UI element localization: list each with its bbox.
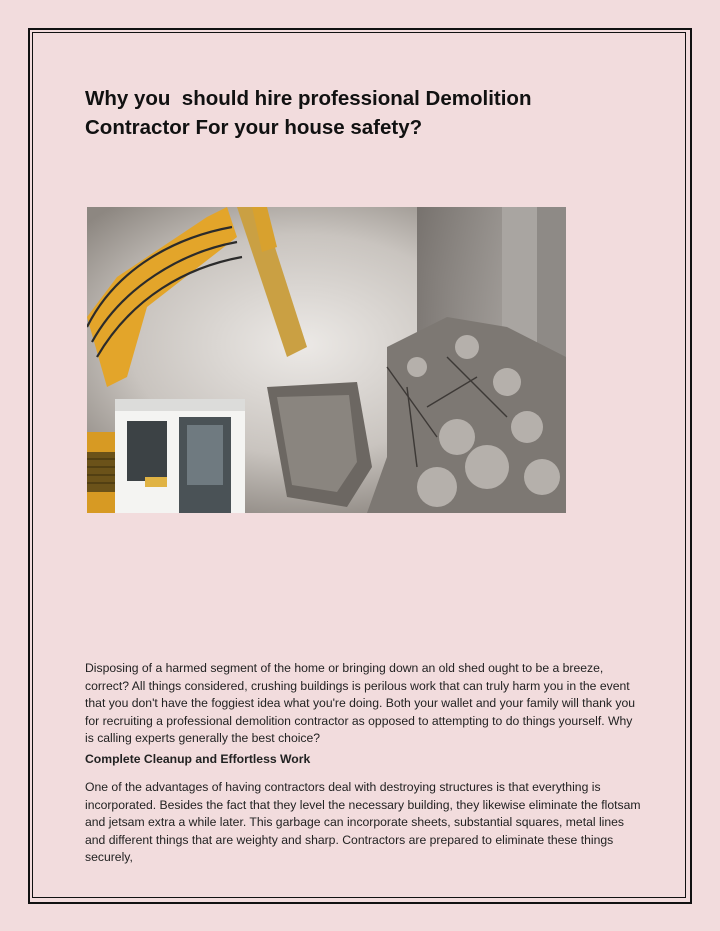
- excavator-demolition-photo: [87, 207, 566, 513]
- intro-paragraph: Disposing of a harmed segment of the home or bringing down an old shed ought to be a breeze, correct? All things considered, crushing buildings is perilous work that can truly harm you in the event that you don't have the foggiest idea what you're doing. Both your wallet and your family will thank you for recruiting a professional demolition contractor as opposed to attempting to do things yourself. Why is calling experts generally the best choice?: [85, 661, 636, 745]
- section-paragraph: One of the advantages of having contractors deal with destroying structures is that everything is incorporated. Besides the fact that they level the necessary building, they likewise eliminate the flotsam and jetsam extra a while later. This garbage can incorporate sheets, substantial squares, metal lines and different things that are weighty and sharp. Contractors are prepared to eliminate these things securely,: [85, 780, 641, 864]
- article-title: Why you should hire professional Demolition Contractor For your house safety?: [85, 87, 532, 139]
- section-heading: Complete Cleanup and Effortless Work: [85, 752, 311, 766]
